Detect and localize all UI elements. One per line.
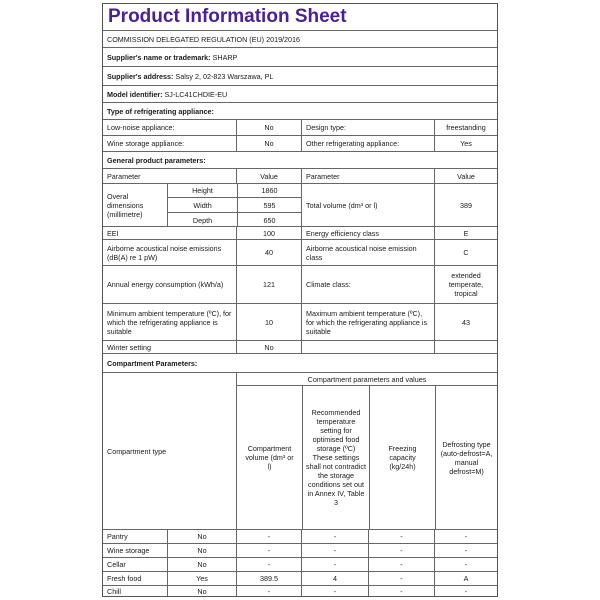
- max-temp-label: Maximum ambient temperature (ºC), for which the refrigerating appliance is suitable: [301, 304, 434, 340]
- winter-label: Winter setting: [107, 342, 151, 352]
- width-value: 595: [237, 198, 301, 212]
- climate-label: Climate class:: [301, 266, 434, 303]
- compartment-defrost: -: [434, 586, 497, 596]
- total-volume-value: 389: [434, 184, 497, 226]
- compartment-name: Chill: [107, 586, 121, 596]
- compartment-present: No: [167, 586, 236, 596]
- compartment-temp: -: [301, 558, 368, 571]
- dimensions-label: Overal dimensions (millimetre): [107, 191, 144, 219]
- eei-label: EEI: [107, 228, 119, 238]
- compartment-freezing: -: [368, 572, 434, 585]
- compartment-defrost: -: [434, 558, 497, 571]
- supplier-name-row: [103, 48, 497, 67]
- compartment-present: No: [167, 558, 236, 571]
- parameter-header-row: [103, 169, 497, 184]
- compartment-freezing: -: [368, 558, 434, 571]
- value-header-2: Value: [434, 169, 497, 183]
- total-volume-label: Total volume (dm³ or l): [301, 184, 434, 226]
- eei-value: 100: [236, 227, 301, 239]
- compartment-row: [103, 586, 497, 596]
- compartment-defrost: A: [434, 572, 497, 585]
- compartment-name: Pantry: [107, 532, 128, 541]
- eei-row: [103, 227, 497, 240]
- compartment-freezing: -: [368, 586, 434, 596]
- winter-row: [103, 341, 497, 354]
- page-title: Product Information Sheet: [108, 6, 347, 28]
- width-label: Width: [193, 200, 212, 210]
- col-freezing-header: Freezing capacity (kg/24h): [369, 386, 435, 529]
- other-appliance-value: Yes: [434, 136, 497, 151]
- climate-value: extended temperate, tropical: [434, 266, 497, 303]
- regulation-row: [103, 31, 497, 48]
- regulation-text: COMMISSION DELEGATED REGULATION (EU) 2019/2016: [107, 34, 301, 44]
- compartment-volume: -: [236, 530, 301, 543]
- wine-storage-label: Wine storage appliance:: [107, 139, 185, 148]
- compartment-present: No: [167, 530, 236, 543]
- noise-value: 40: [236, 240, 301, 265]
- compartment-defrost: -: [434, 530, 497, 543]
- depth-label: Depth: [192, 215, 213, 225]
- model-row: [103, 86, 497, 103]
- design-type-label: Design type:: [301, 120, 434, 135]
- supplier-address-value: Salsy 2, 02-823 Warszawa, PL: [175, 71, 274, 81]
- compartment-volume: -: [236, 586, 301, 596]
- noise-row: [103, 240, 497, 266]
- compartment-row: [103, 572, 497, 586]
- value-header: Value: [236, 169, 301, 183]
- product-information-sheet: [102, 3, 498, 597]
- low-noise-row: [103, 120, 497, 136]
- compartment-freezing: -: [368, 530, 434, 543]
- annual-energy-row: [103, 266, 497, 304]
- general-heading: General product parameters:: [107, 155, 206, 165]
- compartment-temp: 4: [301, 572, 368, 585]
- annual-energy-label: Annual energy consumption (kWh/a): [107, 280, 224, 289]
- supplier-address-row: [103, 67, 497, 86]
- compartment-heading: Compartment Parameters:: [107, 358, 198, 368]
- parameter-header-2: Parameter: [301, 169, 434, 183]
- compartment-freezing: -: [368, 544, 434, 557]
- type-heading-row: [103, 103, 497, 120]
- depth-value: 650: [237, 213, 301, 227]
- compartment-volume: -: [236, 544, 301, 557]
- efficiency-value: E: [434, 227, 497, 239]
- compartment-heading-row: [103, 354, 497, 373]
- compartment-temp: -: [301, 530, 368, 543]
- low-noise-label: Low-noise appliance:: [107, 123, 175, 132]
- col-defrost-header: Defrosting type (auto-defrost=A, manual defrost=M): [435, 386, 497, 529]
- col-volume-header: Compartment volume (dm³ or l): [245, 444, 294, 471]
- wine-storage-row: [103, 136, 497, 152]
- compartment-row: [103, 530, 497, 544]
- annual-energy-value: 121: [236, 266, 301, 303]
- compartment-row: [103, 544, 497, 558]
- supplier-address-label: Supplier's address:: [107, 71, 174, 81]
- parameter-header: Parameter: [107, 171, 141, 181]
- other-appliance-label: Other refrigerating appliance:: [301, 136, 434, 151]
- min-temp-value: 10: [236, 304, 301, 340]
- model-value: SJ-LC41CHDIE-EU: [164, 89, 228, 99]
- efficiency-label: Energy efficiency class: [301, 227, 434, 239]
- general-heading-row: [103, 152, 497, 169]
- design-type-value: freestanding: [434, 120, 497, 135]
- noise-class-label: Airborne acoustical noise emission class: [301, 240, 434, 265]
- height-value: 1860: [237, 184, 301, 197]
- compartment-present: No: [167, 544, 236, 557]
- low-noise-value: No: [236, 120, 301, 135]
- dimensions-row: [103, 184, 497, 227]
- title-row: [103, 4, 497, 31]
- compartment-row: [103, 558, 497, 572]
- compartment-present: Yes: [167, 572, 236, 585]
- supplier-name-label: Supplier's name or trademark:: [107, 52, 211, 62]
- compartment-volume: 389.5: [236, 572, 301, 585]
- type-heading: Type of refrigerating appliance:: [107, 106, 214, 116]
- min-temp-label: Minimum ambient temperature (ºC), for which the refrigerating appliance is suitable: [107, 308, 232, 336]
- compartment-temp: -: [301, 544, 368, 557]
- supplier-name-value: SHARP: [212, 52, 238, 62]
- compartment-header-row: [103, 373, 497, 530]
- model-label: Model identifier:: [107, 89, 163, 99]
- noise-label: Airborne acoustical noise emissions (dB(A) re 1 pW): [107, 243, 222, 262]
- ambient-temp-row: [103, 304, 497, 341]
- compartment-type-header: Compartment type: [107, 446, 167, 456]
- compartment-params-header: Compartment parameters and values: [307, 374, 427, 384]
- compartment-defrost: -: [434, 544, 497, 557]
- col-temp-header: Recommended temperature setting for optimised food storage (ºC) These settings shall not contradict the storage conditions set out in Annex IV, Table 3: [302, 386, 369, 529]
- winter-value: No: [236, 341, 301, 353]
- wine-storage-value: No: [236, 136, 301, 151]
- compartment-name: Wine storage: [107, 546, 150, 555]
- compartment-name: Fresh food: [107, 574, 142, 583]
- max-temp-value: 43: [434, 304, 497, 340]
- noise-class-value: C: [434, 240, 497, 265]
- compartment-volume: -: [236, 558, 301, 571]
- height-label: Height: [192, 186, 213, 195]
- compartment-temp: -: [301, 586, 368, 596]
- compartment-name: Cellar: [107, 560, 126, 569]
